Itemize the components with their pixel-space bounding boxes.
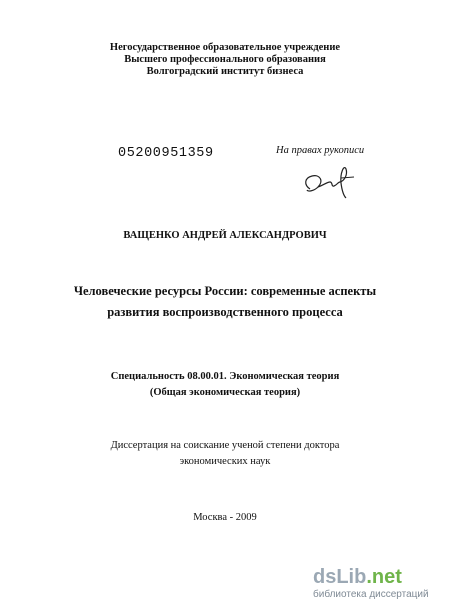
dissertation-title	[0, 281, 450, 323]
title-line-1: Человеческие ресурсы России: современные аспекты	[73, 284, 377, 298]
watermark	[313, 566, 445, 601]
institution-header	[0, 42, 450, 78]
specialty-block	[0, 369, 450, 401]
watermark-logo	[313, 566, 445, 588]
author-name: ВАЩЕНКО АНДРЕЙ АЛЕКСАНДРОВИЧ	[123, 230, 327, 241]
manuscript-rights-label: На правах рукописи	[276, 145, 365, 156]
watermark-logo-accent: .net	[366, 566, 402, 588]
title-line-2: развития воспроизводственного процесса	[107, 305, 343, 319]
institution-line-1: Негосударственное образовательное учреждение	[109, 42, 341, 53]
place-year: Москва - 2009	[193, 512, 257, 523]
registration-code: 05200951359	[118, 146, 214, 161]
institution-line-2: Высшего профессионального образования	[124, 54, 326, 65]
purpose-line-2: экономических наук	[179, 456, 271, 467]
author-signature	[300, 165, 360, 199]
watermark-logo-main: dsLib	[313, 566, 367, 588]
institution-line-3: Волгоградский институт бизнеса	[146, 66, 304, 77]
purpose-line-1: Диссертация на соискание ученой степени доктора	[110, 440, 340, 451]
degree-purpose	[0, 438, 450, 470]
specialty-line-1: Специальность 08.00.01. Экономическая теория	[110, 371, 340, 382]
specialty-line-2: (Общая экономическая теория)	[149, 387, 301, 398]
watermark-subtitle: библиотека диссертаций	[313, 589, 429, 600]
